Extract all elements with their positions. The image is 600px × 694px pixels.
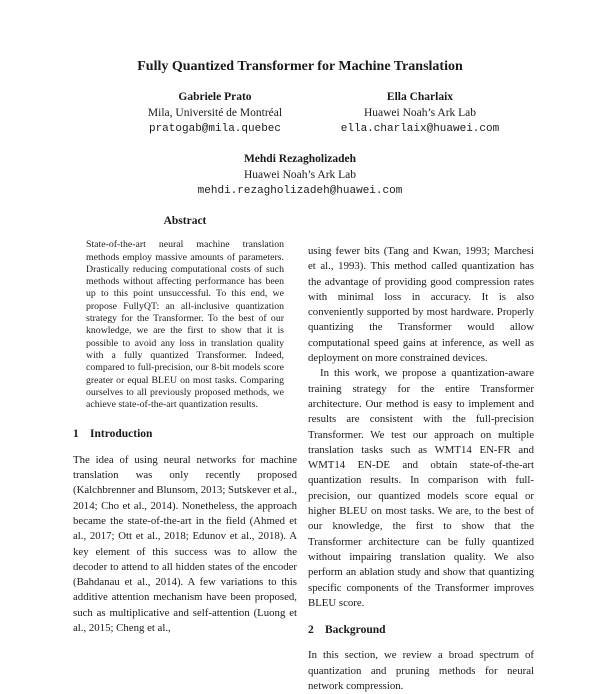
author-name: Ella Charlaix [386, 91, 454, 103]
intro-paragraph-contributions: In this work, we propose a quantization-aware training strategy for the entire Transformer architecture. Our method is easy to implement and results are consistent with the full-precision Transformer. We test our approach on multiple translation tasks such as WMT14 EN-FR and WMT14 EN-DE and obtain state-of-the-art quantization results. In comparison with full-precision, our quantized models score equal or higher BLEU on most tasks. We are, to the best of our knowledge, the first to show that the Transformer architecture can be fully quantized without impairing translation quality. We also perform an ablation study and show that quantizing specific components of the Transformer improves BLEU score. [308, 367, 534, 609]
author-block [150, 151, 450, 199]
author-affiliation: Huawei Noah’s Ark Lab [243, 169, 357, 181]
abstract-heading: Abstract [163, 215, 207, 227]
intro-paragraph: The idea of using neural networks for machine translation was only recently proposed (Kalchbrenner and Blunsom, 2013; Sutskever et al., 2014; Cho et al., 2014). Nonetheless, the approach became the state-of-the-art in the field (Ahmed et al., 2017; Ott et al., 2018; Edunov et al., 2018). A key element of this success was to allow the decoder to attend to all hidden states of the encoder (Bahdanau et al., 2014). A few variations to this additive attention mechanism have been proposed, such as multiplicative and self-attention (Luong et al., 2015; Cheng et al., [73, 453, 297, 635]
left-column [73, 214, 297, 636]
right-column [308, 244, 534, 694]
section-heading-background [308, 623, 534, 638]
author-email: ella.charlaix@huawei.com [340, 123, 500, 135]
section-title: Introduction [90, 428, 153, 441]
section-number: 2 [308, 624, 314, 637]
section-heading-introduction [73, 427, 297, 442]
author-email: mehdi.rezagholizadeh@huawei.com [197, 185, 403, 197]
author-affiliation: Huawei Noah’s Ark Lab [363, 107, 477, 119]
paper-title: Fully Quantized Transformer for Machine Translation [137, 59, 463, 74]
author-name: Gabriele Prato [178, 91, 252, 103]
intro-paragraph-continued: using fewer bits (Tang and Kwan, 1993; Marchesi et al., 1993). This method called quantization has the advantage of providing good compression rates with minimal loss in accuracy. It is also conveniently supported by most hardware. Properly quantizing the Transformer would allow computational speed gains at inference, as well as deployment on more constrained devices. [308, 245, 534, 365]
author-email: pratogab@mila.quebec [148, 123, 282, 135]
abstract-text: State-of-the-art neural machine translation methods employ massive amounts of parameters. Drastically reducing computational costs of such methods without affecting performance has been up to this point unsuccessful. To this end, we propose FullyQT: an all-inclusive quantization strategy for the Transformer. To the best of our knowledge, we are the first to show that it is possible to avoid any loss in translation quality with a fully quantized Transformer. Indeed, compared to full-precision, our 8-bit models score greater or equal BLEU on most tasks. Comparing ourselves to all previously proposed methods, we achieve state-of-the-art quantization results. [86, 239, 284, 411]
author-affiliation: Mila, Université de Montréal [147, 107, 283, 119]
author-block [290, 89, 550, 137]
background-paragraph: In this section, we review a broad spectrum of quantization and pruning methods for neural network compression. [308, 649, 534, 693]
author-name: Mehdi Rezagholizadeh [243, 153, 357, 165]
section-number: 1 [73, 428, 79, 441]
section-title: Background [325, 624, 386, 637]
